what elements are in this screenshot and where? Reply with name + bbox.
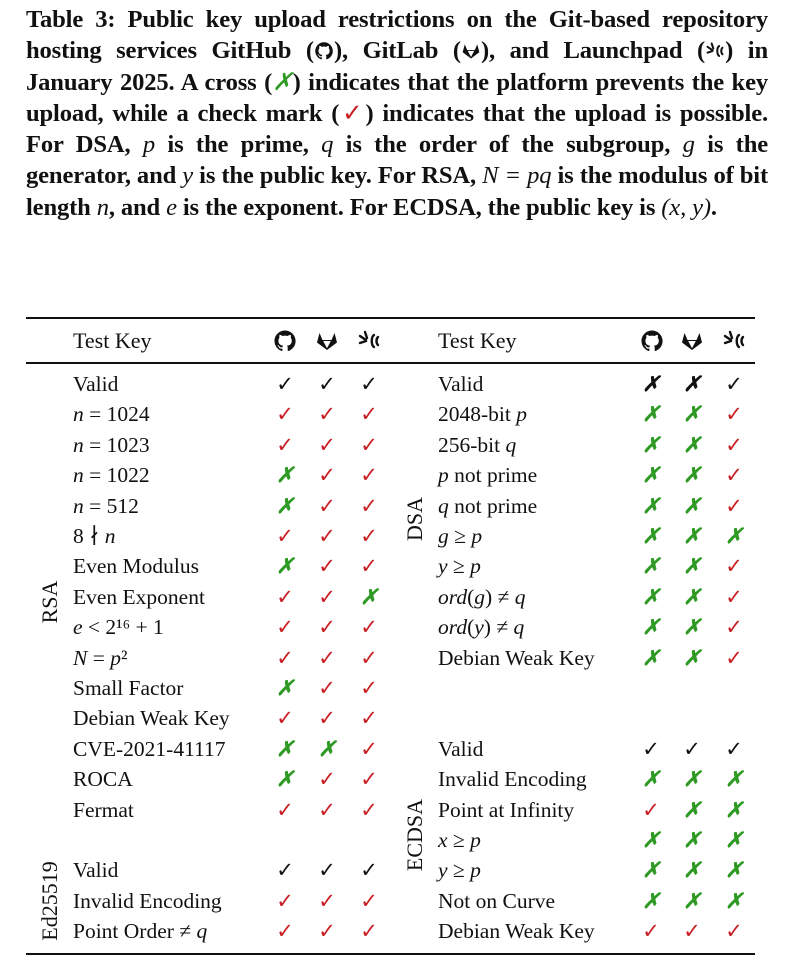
check-mark-icon: ✓ bbox=[725, 493, 743, 518]
cross-mark-icon: ✗ bbox=[642, 493, 660, 518]
cross-mark-icon: ✗ bbox=[642, 524, 660, 548]
caption-text: ) indicates that the upload is possible. For DSA, bbox=[26, 99, 768, 159]
check-mark-icon: ✓ bbox=[725, 463, 743, 488]
check-mark-icon: ✓ bbox=[318, 584, 336, 609]
test-key-label: CVE-2021-41117 bbox=[73, 736, 226, 761]
math-var: (x, y) bbox=[661, 193, 711, 221]
table-row bbox=[0, 369, 789, 399]
caption-text: Table 3: Public key upload restrictions on the Git-based repository hosting services GitHub ( bbox=[26, 6, 768, 65]
caption-text: ) in January 2025. A cross ( bbox=[26, 37, 768, 96]
cross-mark-icon: ✗ bbox=[683, 402, 701, 427]
table-row bbox=[0, 886, 789, 916]
table-header-rule bbox=[26, 362, 755, 364]
cross-mark-icon: ✗ bbox=[642, 645, 660, 670]
caption-text: , and bbox=[108, 193, 167, 221]
check-mark-icon: ✓ bbox=[318, 402, 336, 427]
check-mark-icon: ✓ bbox=[725, 919, 743, 944]
test-key-label: Even Modulus bbox=[73, 554, 200, 579]
table-caption bbox=[26, 4, 768, 223]
test-key-label: p not prime bbox=[438, 463, 538, 488]
check-mark-icon: ✓ bbox=[360, 888, 378, 913]
gitlab-icon bbox=[461, 41, 481, 61]
check-mark-icon: ✓ bbox=[318, 888, 336, 913]
cross-mark-icon: ✗ bbox=[683, 615, 701, 640]
table-top-rule bbox=[26, 317, 755, 319]
group-label-ed25519: Ed25519 bbox=[37, 861, 62, 941]
cross-mark-icon: ✗ bbox=[683, 858, 701, 883]
github-icon bbox=[273, 329, 297, 353]
test-key-label: 256-bit q bbox=[438, 432, 517, 457]
table-row bbox=[0, 582, 789, 612]
cross-mark-icon: ✗ bbox=[683, 767, 701, 792]
check-mark-icon: ✓ bbox=[725, 554, 743, 579]
check-mark-icon: ✓ bbox=[318, 645, 336, 670]
math-var: g bbox=[682, 131, 695, 159]
check-mark-icon: ✓ bbox=[318, 524, 336, 548]
cross-mark-icon: ✗ bbox=[276, 736, 294, 761]
cross-mark-icon: ✗ bbox=[276, 767, 294, 792]
test-key-label: 2048-bit p bbox=[438, 402, 527, 427]
check-mark-icon: ✓ bbox=[318, 432, 336, 457]
launchpad-icon bbox=[705, 41, 725, 61]
test-key-label: Invalid Encoding bbox=[438, 767, 587, 792]
test-key-label: Debian Weak Key bbox=[438, 919, 595, 944]
check-mark-icon: ✓ bbox=[318, 767, 336, 792]
check-mark-icon: ✓ bbox=[360, 858, 378, 883]
test-key-label: 8 ∤ n bbox=[73, 524, 116, 548]
check-mark-icon: ✓ bbox=[318, 858, 336, 883]
test-key-label: Point at Infinity bbox=[438, 797, 575, 822]
math-var: p bbox=[142, 131, 156, 159]
cross-mark-icon: ✗ bbox=[683, 372, 701, 396]
check-mark-icon: ✓ bbox=[276, 706, 294, 731]
cross-mark-icon: ✗ bbox=[683, 463, 701, 488]
test-key-label: Valid bbox=[73, 372, 119, 396]
check-mark-icon: ✓ bbox=[276, 858, 294, 883]
test-key-label: Valid bbox=[438, 372, 484, 396]
check-mark-icon: ✓ bbox=[360, 797, 378, 822]
github-icon bbox=[640, 329, 664, 353]
caption-text: is the public key. For RSA, bbox=[193, 162, 483, 190]
check-mark-icon: ✓ bbox=[360, 919, 378, 944]
column-header-test-key: Test Key bbox=[73, 328, 152, 353]
math-var: e bbox=[166, 193, 177, 221]
test-key-label: Valid bbox=[438, 736, 484, 761]
table-row bbox=[0, 825, 789, 855]
cross-mark-icon: ✗ bbox=[642, 432, 660, 457]
table-row bbox=[0, 643, 789, 673]
check-mark-icon: ✓ bbox=[318, 797, 336, 822]
test-key-label: y ≥ p bbox=[438, 858, 481, 883]
table-row bbox=[0, 460, 789, 490]
launchpad-icon bbox=[357, 329, 381, 353]
cross-mark-icon: ✗ bbox=[683, 524, 701, 548]
test-key-label: ROCA bbox=[73, 767, 133, 792]
check-mark-icon: ✓ bbox=[276, 645, 294, 670]
check-mark-icon: ✓ bbox=[360, 372, 378, 396]
check-mark-icon: ✓ bbox=[276, 888, 294, 913]
cross-mark-icon: ✗ bbox=[725, 858, 743, 883]
table-row bbox=[0, 795, 789, 825]
cross-mark-icon: ✗ bbox=[276, 493, 294, 518]
check-mark-icon: ✓ bbox=[360, 432, 378, 457]
test-key-label: Small Factor bbox=[73, 676, 184, 700]
table-row bbox=[0, 551, 789, 581]
test-key-label: Fermat bbox=[73, 797, 134, 822]
group-label-dsa: DSA bbox=[402, 497, 427, 542]
test-key-label: Invalid Encoding bbox=[73, 888, 222, 913]
cross-mark-icon: ✗ bbox=[642, 858, 660, 883]
math-var: y bbox=[182, 162, 194, 190]
check-mark-icon: ✓ bbox=[360, 676, 378, 700]
check-mark-icon: ✓ bbox=[725, 645, 743, 670]
caption-text: is the prime, bbox=[155, 131, 322, 159]
test-key-label: ord(y) ≠ q bbox=[438, 615, 525, 640]
table-row bbox=[0, 399, 789, 429]
cross-mark-icon: ✗ bbox=[683, 645, 701, 670]
table-row bbox=[0, 521, 789, 551]
table-row bbox=[0, 855, 789, 885]
check-mark-icon: ✓ bbox=[360, 767, 378, 792]
test-key-label: n = 1023 bbox=[73, 432, 150, 457]
check-mark-icon: ✓ bbox=[276, 372, 294, 396]
test-key-label: q not prime bbox=[438, 493, 538, 518]
caption-text: ), GitLab ( bbox=[333, 37, 461, 65]
check-mark-icon: ✓ bbox=[725, 402, 743, 427]
table-row bbox=[0, 491, 789, 521]
check-mark-icon: ✓ bbox=[360, 615, 378, 640]
test-key-label: x ≥ p bbox=[438, 828, 481, 852]
test-key-label: n = 1022 bbox=[73, 463, 150, 488]
caption-text: is the order of the subgroup, bbox=[333, 131, 683, 159]
cross-mark-icon: ✗ bbox=[725, 888, 743, 913]
math-var: n bbox=[96, 193, 109, 221]
caption-text: ), and Launchpad ( bbox=[480, 37, 706, 65]
check-mark-icon: ✓ bbox=[642, 797, 660, 822]
caption-text: is the generator, and bbox=[26, 131, 768, 190]
cross-mark-icon: ✗ bbox=[683, 584, 701, 609]
check-mark-icon: ✓ bbox=[360, 554, 378, 579]
check-mark-icon: ✓ bbox=[276, 584, 294, 609]
table-row bbox=[0, 430, 789, 460]
caption-text: ) indicates that the platform prevents the key upload, while a check mark ( bbox=[26, 68, 768, 127]
check-mark-icon: ✓ bbox=[276, 402, 294, 427]
check-mark-icon: ✓ bbox=[725, 615, 743, 640]
check-mark-icon: ✓ bbox=[360, 645, 378, 670]
check-mark-icon: ✓ bbox=[360, 736, 378, 761]
cross-mark-icon: ✗ bbox=[360, 584, 378, 609]
column-header-test-key: Test Key bbox=[438, 328, 517, 353]
test-key-label: e < 2¹⁶ + 1 bbox=[73, 615, 164, 640]
cross-mark-icon: ✗ bbox=[642, 554, 660, 579]
table-row bbox=[0, 703, 789, 733]
test-key-label: Point Order ≠ q bbox=[73, 919, 208, 944]
cross-mark-icon: ✗ bbox=[725, 524, 743, 548]
cross-mark-icon: ✗ bbox=[642, 615, 660, 640]
test-key-label: n = 512 bbox=[73, 493, 139, 518]
test-key-label: Debian Weak Key bbox=[73, 706, 230, 731]
cross-mark-icon: ✗ bbox=[683, 828, 701, 852]
check-mark-icon: ✓ bbox=[360, 463, 378, 488]
cross-mark-icon: ✗ bbox=[276, 554, 294, 579]
caption-text: . bbox=[710, 193, 717, 221]
gitlab-icon bbox=[315, 329, 339, 353]
check-mark-icon: ✓ bbox=[642, 919, 660, 944]
cross-mark-icon: ✗ bbox=[318, 736, 336, 761]
check-mark-icon: ✓ bbox=[318, 493, 336, 518]
test-key-label: g ≥ p bbox=[438, 524, 483, 548]
check-mark-icon: ✓ bbox=[360, 493, 378, 518]
test-key-label: Even Exponent bbox=[73, 584, 205, 609]
cross-mark-icon: ✗ bbox=[276, 676, 294, 700]
table-row bbox=[0, 916, 789, 946]
table-bottom-rule bbox=[26, 953, 755, 955]
cross-mark-icon: ✗ bbox=[272, 68, 293, 96]
cross-mark-icon: ✗ bbox=[642, 402, 660, 427]
cross-mark-icon: ✗ bbox=[276, 463, 294, 488]
check-mark-icon: ✓ bbox=[339, 99, 366, 127]
cross-mark-icon: ✗ bbox=[642, 888, 660, 913]
cross-mark-icon: ✗ bbox=[683, 432, 701, 457]
check-mark-icon: ✓ bbox=[725, 736, 743, 761]
check-mark-icon: ✓ bbox=[360, 524, 378, 548]
check-mark-icon: ✓ bbox=[318, 554, 336, 579]
check-mark-icon: ✓ bbox=[642, 736, 660, 761]
check-mark-icon: ✓ bbox=[276, 615, 294, 640]
check-mark-icon: ✓ bbox=[725, 372, 743, 396]
math-var: q bbox=[321, 131, 334, 159]
check-mark-icon: ✓ bbox=[360, 706, 378, 731]
check-mark-icon: ✓ bbox=[276, 919, 294, 944]
table-row bbox=[0, 764, 789, 794]
cross-mark-icon: ✗ bbox=[725, 828, 743, 852]
caption-text: is the modulus of bit length bbox=[26, 162, 769, 221]
table-row bbox=[0, 734, 789, 764]
caption-text: is the exponent. For ECDSA, the public key is bbox=[176, 193, 662, 221]
cross-mark-icon: ✗ bbox=[642, 584, 660, 609]
cross-mark-icon: ✗ bbox=[725, 767, 743, 792]
test-key-label: N = p² bbox=[73, 645, 128, 670]
github-icon bbox=[314, 41, 334, 61]
test-key-label: Valid bbox=[73, 858, 119, 883]
check-mark-icon: ✓ bbox=[725, 432, 743, 457]
test-key-label: n = 1024 bbox=[73, 402, 150, 427]
test-key-label: Debian Weak Key bbox=[438, 645, 595, 670]
test-key-label: y ≥ p bbox=[438, 554, 481, 579]
group-label-rsa: RSA bbox=[37, 580, 62, 624]
check-mark-icon: ✓ bbox=[276, 524, 294, 548]
cross-mark-icon: ✗ bbox=[642, 767, 660, 792]
cross-mark-icon: ✗ bbox=[683, 797, 701, 822]
math-var: N = pq bbox=[482, 162, 552, 190]
table-row bbox=[0, 673, 789, 703]
check-mark-icon: ✓ bbox=[683, 919, 701, 944]
cross-mark-icon: ✗ bbox=[642, 463, 660, 488]
check-mark-icon: ✓ bbox=[318, 919, 336, 944]
cross-mark-icon: ✗ bbox=[725, 797, 743, 822]
cross-mark-icon: ✗ bbox=[683, 888, 701, 913]
check-mark-icon: ✓ bbox=[276, 797, 294, 822]
test-key-label: Not on Curve bbox=[438, 888, 556, 913]
group-label-ecdsa: ECDSA bbox=[402, 798, 427, 872]
cross-mark-icon: ✗ bbox=[683, 493, 701, 518]
cross-mark-icon: ✗ bbox=[642, 828, 660, 852]
check-mark-icon: ✓ bbox=[725, 584, 743, 609]
check-mark-icon: ✓ bbox=[318, 676, 336, 700]
gitlab-icon bbox=[680, 329, 704, 353]
cross-mark-icon: ✗ bbox=[642, 372, 660, 396]
check-mark-icon: ✓ bbox=[360, 402, 378, 427]
check-mark-icon: ✓ bbox=[276, 432, 294, 457]
check-mark-icon: ✓ bbox=[318, 706, 336, 731]
check-mark-icon: ✓ bbox=[318, 372, 336, 396]
launchpad-icon bbox=[722, 329, 746, 353]
test-key-label: ord(g) ≠ q bbox=[438, 584, 526, 609]
table-row bbox=[0, 612, 789, 642]
cross-mark-icon: ✗ bbox=[683, 554, 701, 579]
check-mark-icon: ✓ bbox=[318, 615, 336, 640]
check-mark-icon: ✓ bbox=[683, 736, 701, 761]
check-mark-icon: ✓ bbox=[318, 463, 336, 488]
